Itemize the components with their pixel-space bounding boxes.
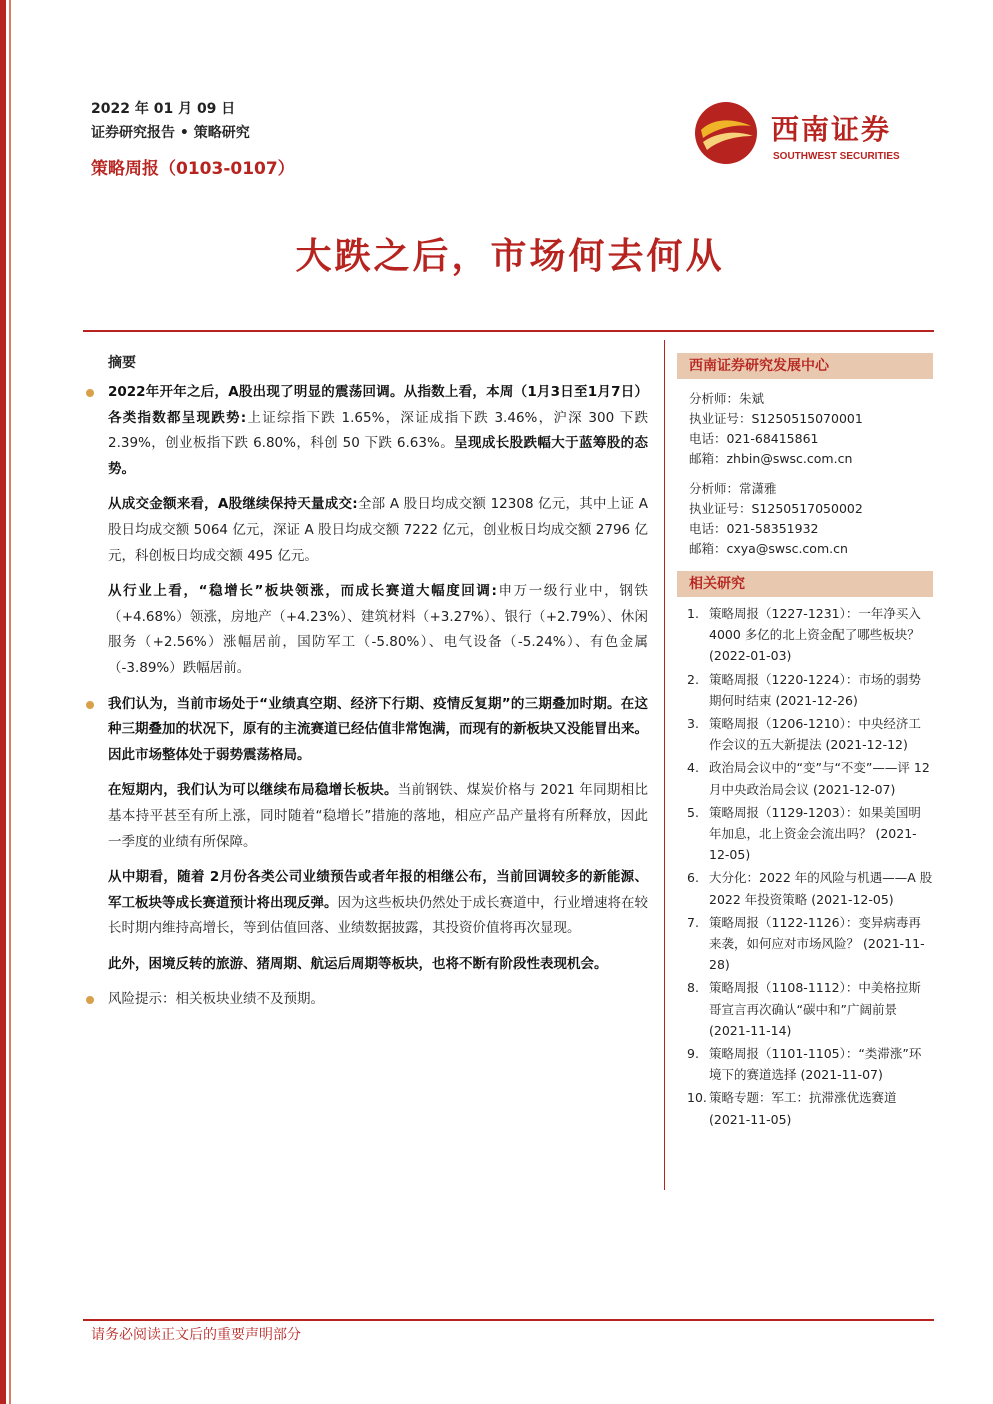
related-research-item[interactable]: 2. 策略周报（1220-1224）：市场的弱势期何时结束 (2021-12-26) <box>687 671 921 708</box>
summary-paragraph: 在短期内，我们认为可以继续布局稳增长板块。当前钢铁、煤炭价格与 2021 年同期相比基本持平甚至有所上涨，同时随着“稳增长”措施的落地，相应产品产量将有所释放，因此一季度的业绩有所保障。 <box>108 782 648 850</box>
risk-warning: 风险提示：相关板块业绩不及预期。 <box>108 987 648 1013</box>
analyst-email[interactable]: 邮箱：cxya@swsc.com.cn <box>689 541 848 556</box>
summary-body <box>108 380 648 1023</box>
top-divider <box>83 330 934 332</box>
summary-paragraph: 从行业上看，“稳增长”板块领涨，而成长赛道大幅度回调:申万一级行业中，钢铁（+4.68%）领涨，房地产（+4.23%）、建筑材料（+3.27%）、银行（+2.79%）、休闲服务（+2.56%）涨幅居前，国防军工（-5.80%）、电气设备（-5.24%）、有色金属（-3.89%）跌幅居前。 <box>108 583 648 676</box>
summary-paragraph: 我们认为，当前市场处于“业绩真空期、经济下行期、疫情反复期”的三期叠加时期。在这种三期叠加的状况下，原有的主流赛道已经估值非常饱满，而现有的新板块又没能冒出来。因此市场整体处于弱势震荡格局。 <box>108 692 648 769</box>
analyst-phone: 电话：021-58351932 <box>689 521 819 536</box>
left-edge-bar <box>0 0 6 1404</box>
related-research-item[interactable]: 1. 策略周报（1227-1231）：一年净买入 4000 多亿的北上资金配了哪些板块？ (2022-01-03) <box>687 606 921 664</box>
related-research-item[interactable]: 8. 策略周报（1108-1112）：中美格拉斯哥宣言再次确认“碳中和”广阔前景 (2021-11-14) <box>687 980 921 1038</box>
logo-mark-icon <box>693 100 759 166</box>
summary-paragraph: 从成交金额来看，A股继续保持天量成交:全部 A 股日均成交额 12308 亿元，其中上证 A 股日均成交额 5064 亿元，深证 A 股日均成交额 7222 亿元，创业板日均成交额 2796 亿元，科创板日均成交额 495 亿元。 <box>108 496 648 564</box>
related-research-item[interactable]: 5. 策略周报（1129-1203）：如果美国明年加息，北上资金会流出吗？ (2021-12-05) <box>687 804 921 863</box>
analyst-name: 分析师：常潇雅 <box>689 481 777 496</box>
summary-heading: 摘要 <box>108 355 136 371</box>
left-edge-line <box>9 0 11 1404</box>
column-divider <box>664 340 665 1190</box>
report-date: 2022 年 01 月 09 日 <box>91 101 236 117</box>
logo-text-cn: 西南证券 <box>771 113 892 146</box>
summary-paragraph: 此外，困境反转的旅游、猪周期、航运后周期等板块，也将不断有阶段性表现机会。 <box>108 955 608 972</box>
report-series: 策略周报（0103-0107） <box>91 159 295 179</box>
related-research-item[interactable]: 4. 政治局会议中的“变”与“不变”——评 12月中央政治局会议 (2021-12-07) <box>687 760 930 797</box>
related-research-item[interactable]: 7. 策略周报（1122-1126）：变异病毒再来袭，如何应对市场风险？ (2021-11-28) <box>687 914 925 973</box>
related-research-item[interactable]: 3. 策略周报（1206-1210）：中央经济工作会议的五大新提法 (2021-12-12) <box>687 716 921 753</box>
analyst-license: 执业证号：S1250515070001 <box>689 411 863 426</box>
sidebar <box>677 353 933 1132</box>
company-logo <box>693 100 933 170</box>
analyst-email[interactable]: 邮箱：zhbin@swsc.com.cn <box>689 451 853 466</box>
bottom-divider <box>83 1319 934 1321</box>
analyst-name: 分析师：朱斌 <box>689 391 765 406</box>
logo-text-en: SOUTHWEST SECURITIES <box>773 151 900 162</box>
analyst-license: 执业证号：S1250517050002 <box>689 501 863 516</box>
related-research-list <box>677 597 933 1130</box>
analyst-block <box>677 379 933 565</box>
related-research-item[interactable]: 6. 大分化：2022 年的风险与机遇——A 股 2022 年投资策略 (2021-12-05) <box>687 870 933 907</box>
research-center-heading: 西南证券研究发展中心 <box>677 353 933 379</box>
related-research-item[interactable]: 9. 策略周报（1101-1105）：“类滞涨”环境下的赛道选择 (2021-11-07) <box>687 1046 922 1083</box>
report-type: 证券研究报告 • 策略研究 <box>91 125 250 141</box>
summary-paragraph: 2022年开年之后，A股出现了明显的震荡回调。从指数上看，本周（1月3日至1月7日）各类指数都呈现跌势:上证综指下跌 1.65%，深证成指下跌 3.46%，沪深 300 下跌 2.39%，创业板指下跌 6.80%，科创 50 下跌 6.63%。呈现成长股跌幅大于蓝筹股的态势。 <box>108 380 648 482</box>
footer-disclaimer: 请务必阅读正文后的重要声明部分 <box>91 1327 301 1343</box>
page-title: 大跌之后，市场何去何从 <box>295 235 725 277</box>
summary-paragraph: 从中期看，随着 2月份各类公司业绩预告或者年报的相继公布，当前回调较多的新能源、军工板块等成长赛道预计将出现反弹。因为这些板块仍然处于成长赛道中，行业增速将在较长时期内维持高增长，等到估值回落、业绩数据披露，其投资价值将再次显现。 <box>108 869 648 937</box>
related-research-item[interactable]: 10. 策略专题：军工：抗滞涨优选赛道 (2021-11-05) <box>687 1090 897 1127</box>
related-research-heading: 相关研究 <box>677 571 933 597</box>
analyst-phone: 电话：021-68415861 <box>689 431 819 446</box>
